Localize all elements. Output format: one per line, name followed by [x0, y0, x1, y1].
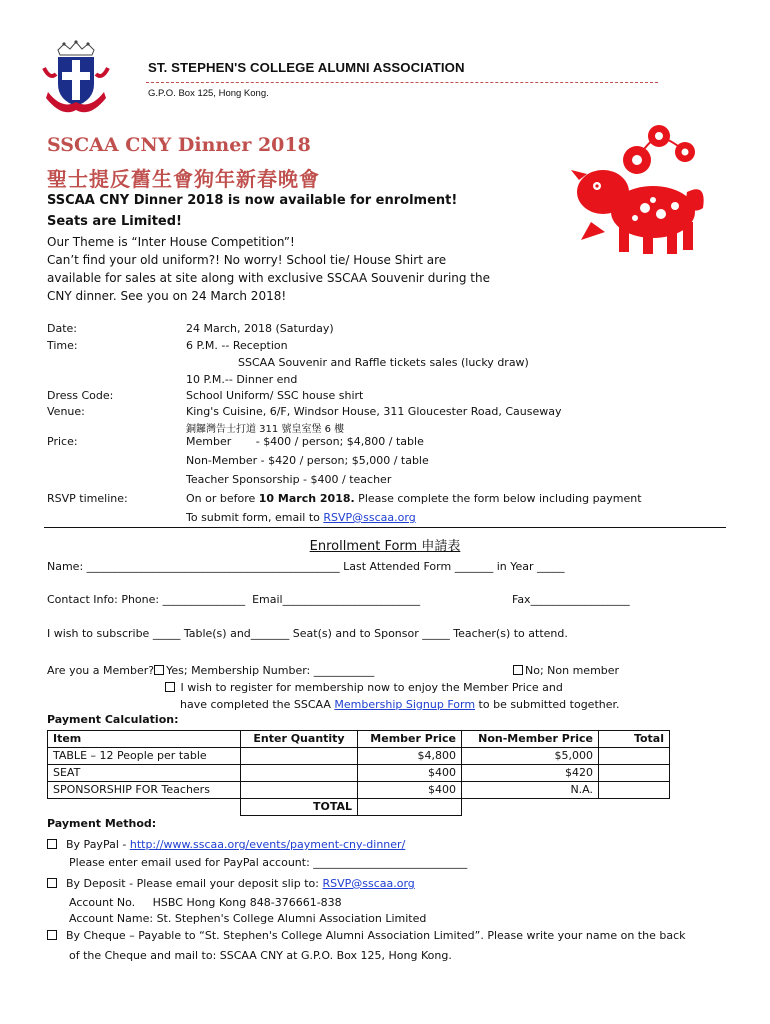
table-row	[48, 765, 670, 782]
member-no-row	[513, 663, 619, 679]
table-row	[48, 782, 670, 799]
register-row	[165, 680, 563, 696]
subscribe-field-line[interactable]: I wish to subscribe _____ Table(s) and_______ Seat(s) and to Sponsor _____ Teacher(s) to attend.	[47, 627, 568, 640]
deposit-option: By Deposit - Please email your deposit slip to: RSVP@sscaa.org	[47, 876, 415, 892]
intro-line-2: Can’t find your old uniform?! No worry! School tie/ House Shirt are	[47, 253, 447, 267]
account-number: Account No. HSBC Hong Kong 848-376661-838	[69, 896, 342, 909]
payment-calc-label: Payment Calculation:	[47, 713, 179, 726]
rsvp-text: On or before 10 March 2018. Please complete the form below including payment	[186, 492, 642, 505]
member-no-checkbox[interactable]	[513, 665, 523, 675]
account-name: Account Name: St. Stephen's College Alumni Association Limited	[69, 912, 427, 925]
quantity-input[interactable]	[241, 782, 358, 799]
payment-method-label: Payment Method:	[47, 817, 157, 830]
table-total-row	[48, 799, 670, 816]
cheque-mail-instructions: of the Cheque and mail to: SSCAA CNY at G.P.O. Box 125, Hong Kong.	[69, 949, 452, 962]
row-total-input[interactable]	[599, 765, 670, 782]
member-yes-label: Yes; Membership Number: ___________	[166, 664, 375, 677]
deposit-checkbox[interactable]	[47, 878, 57, 888]
quantity-input[interactable]	[241, 765, 358, 782]
date-value: 24 March, 2018 (Saturday)	[186, 322, 334, 335]
table-row	[48, 748, 670, 765]
rsvp-deadline: 10 March 2018.	[258, 492, 355, 505]
register-label: I wish to register for membership now to enjoy the Member Price and	[180, 681, 563, 694]
cheque-checkbox[interactable]	[47, 930, 57, 940]
contact-field-line[interactable]: Contact Info: Phone: _______________ Email_________________________	[47, 593, 421, 606]
header-quantity: Enter Quantity	[241, 731, 358, 748]
venue-value: King's Cuisine, 6/F, Windsor House, 311 Gloucester Road, Causeway	[186, 405, 562, 418]
org-address: G.P.O. Box 125, Hong Kong.	[148, 88, 269, 99]
headline-limited: Seats are Limited!	[47, 214, 182, 229]
section-divider	[44, 527, 726, 528]
row-item: TABLE – 12 People per table	[48, 748, 241, 765]
headline-available: SSCAA CNY Dinner 2018 is now available for enrolment!	[47, 193, 458, 208]
paypal-email-line[interactable]: Please enter email used for PayPal account: ____________________________	[69, 856, 468, 869]
venue-chinese: 銅鑼灣告士打道 311 號皇室堡 6 樓	[186, 424, 345, 435]
membership-signup-link[interactable]: Membership Signup Form	[334, 698, 476, 711]
name-field-line[interactable]: Name: ______________________________________________ Last Attended Form _______ in Year _____	[47, 560, 565, 573]
venue-label: Venue:	[47, 405, 85, 418]
total-label: TOTAL	[241, 799, 358, 816]
member-question-row: Are you a Member? Yes; Membership Number: ___________	[47, 664, 375, 677]
row-total-input[interactable]	[599, 748, 670, 765]
row-member-price: $400	[358, 765, 462, 782]
org-name: ST. STEPHEN'S COLLEGE ALUMNI ASSOCIATION	[148, 60, 465, 75]
row-item: SPONSORSHIP FOR Teachers	[48, 782, 241, 799]
table-header-row	[48, 731, 670, 748]
intro-line-3: available for sales at site along with exclusive SSCAA Souvenir during the	[47, 271, 491, 285]
row-member-price: $4,800	[358, 748, 462, 765]
row-nonmember-price: N.A.	[462, 782, 599, 799]
paypal-checkbox[interactable]	[47, 839, 57, 849]
price-nonmember: Non-Member - $420 / person; $5,000 / table	[186, 454, 429, 467]
row-item: SEAT	[48, 765, 241, 782]
event-title-chinese: 聖士提反舊生會狗年新春晚會	[47, 167, 320, 191]
college-crest-logo	[42, 40, 110, 116]
quantity-input[interactable]	[241, 748, 358, 765]
header-member-price: Member Price	[358, 731, 462, 748]
event-title: SSCAA CNY Dinner 2018	[47, 134, 311, 156]
row-nonmember-price: $5,000	[462, 748, 599, 765]
price-member: Member - $400 / person; $4,800 / table	[186, 435, 424, 448]
register-note: have completed the SSCAA Membership Signup Form to be submitted together.	[180, 698, 620, 711]
rsvp-label: RSVP timeline:	[47, 492, 128, 505]
member-yes-checkbox[interactable]	[154, 665, 164, 675]
header-total: Total	[599, 731, 670, 748]
fax-field-line[interactable]: Fax__________________	[512, 593, 630, 606]
dress-value: School Uniform/ SSC house shirt	[186, 389, 364, 402]
price-teacher: Teacher Sponsorship - $400 / teacher	[186, 473, 392, 486]
time-reception: 6 P.M. -- Reception	[186, 339, 288, 352]
row-member-price: $400	[358, 782, 462, 799]
deposit-email-link[interactable]: RSVP@sscaa.org	[322, 877, 415, 890]
intro-line-1: Our Theme is “Inter House Competition”!	[47, 235, 295, 249]
intro-line-4: CNY dinner. See you on 24 March 2018!	[47, 289, 287, 303]
payment-table	[47, 730, 670, 816]
header-item: Item	[48, 731, 241, 748]
rsvp-email-link[interactable]: RSVP@sscaa.org	[323, 511, 416, 524]
time-souvenir: SSCAA Souvenir and Raffle tickets sales (lucky draw)	[238, 356, 529, 369]
papercut-dog-image	[535, 122, 710, 260]
header-nonmember-price: Non-Member Price	[462, 731, 599, 748]
cheque-option: By Cheque – Payable to “St. Stephen's College Alumni Association Limited”. Please write your name on the back	[47, 928, 685, 944]
paypal-option: By PayPal - http://www.sscaa.org/events/payment-cny-dinner/	[47, 837, 405, 853]
submit-instructions: To submit form, email to RSVP@sscaa.org	[186, 511, 416, 524]
paypal-link[interactable]: http://www.sscaa.org/events/payment-cny-dinner/	[129, 838, 406, 851]
grand-total-input[interactable]	[358, 799, 462, 816]
enrollment-form-title: Enrollment Form 申請表	[309, 539, 461, 554]
row-nonmember-price: $420	[462, 765, 599, 782]
member-no-label: No; Non member	[525, 664, 620, 677]
header-divider	[146, 82, 658, 83]
time-label: Time:	[47, 339, 78, 352]
register-membership-checkbox[interactable]	[165, 682, 175, 692]
price-label: Price:	[47, 435, 78, 448]
row-total-input[interactable]	[599, 782, 670, 799]
time-dinner-end: 10 P.M.-- Dinner end	[186, 373, 298, 386]
date-label: Date:	[47, 322, 77, 335]
dress-label: Dress Code:	[47, 389, 114, 402]
